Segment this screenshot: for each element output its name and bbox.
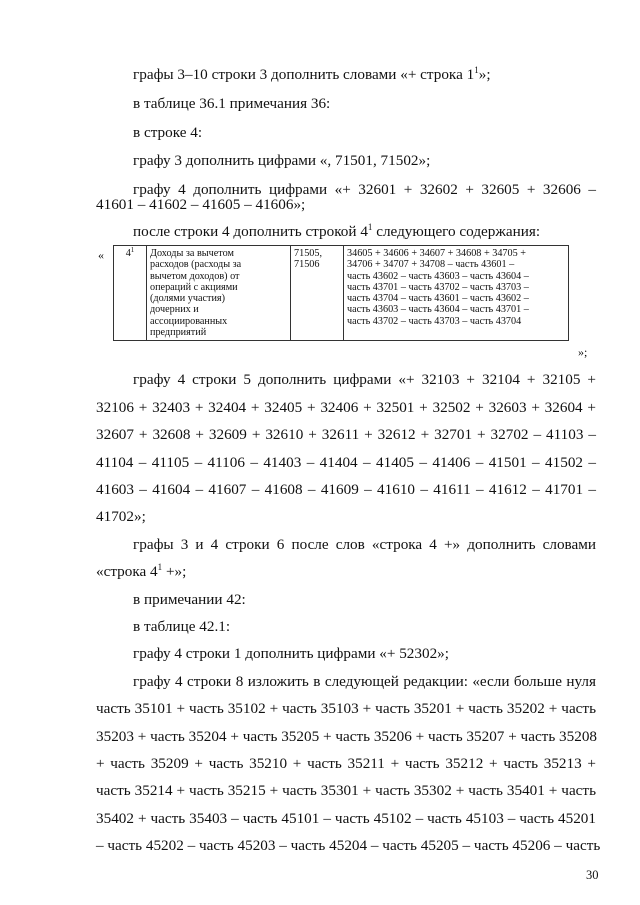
text-line: 32106 + 32403 + 32404 + 32405 + 32406 + 32501 + 32502 + 32603 + 32604 + xyxy=(96,399,596,416)
formula-cell: 34605 + 34606 + 34607 + 34608 + 34705 + 34706 + 34707 + 34708 – часть 43601 – часть 43602 – часть 43603 – часть 43604 – часть 43701 – часть 43702 – часть 43703 – часть 43704 – часть 43601 – часть 43602 – часть 43603 – часть 43604 – часть 43701 – часть 43702 – часть 43703 – часть 43704 xyxy=(344,246,569,341)
text-line: «строка $4^1$ +»; xyxy=(96,562,187,580)
page-number: 30 xyxy=(586,868,599,882)
close-quote: »; xyxy=(578,345,588,359)
text-line: в строке 4: xyxy=(133,124,203,141)
text-line: графы 3 и 4 строки 6 после слов «строка 4 +» дополнить словами xyxy=(133,536,596,553)
text-line: в примечании 42: xyxy=(133,591,246,608)
row-name-cell: Доходы за вычетом расходов (расходы за вычетом доходов) от операций с акциями (долями участия) дочерних и ассоциированных предприятий xyxy=(147,246,291,341)
text-line: графу 4 строки 8 изложить в следующей редакции: «если больше нуля xyxy=(133,673,596,690)
text-line: 41702»; xyxy=(96,508,146,525)
text-line: 41601 – 41602 – 41605 – 41606»; xyxy=(96,196,306,213)
text-line: графу 4 дополнить цифрами «+ 32601 + 32602 + 32605 + 32606 – xyxy=(133,181,596,198)
text-line: часть 35101 + часть 35102 + часть 35103 + часть 35201 + часть 35202 + часть xyxy=(96,700,596,717)
text-line: графу 3 дополнить цифрами «, 71501, 71502»; xyxy=(133,152,431,169)
row-number-cell: $4^1$ xyxy=(114,246,147,341)
text-line: 32607 + 32608 + 32609 + 32610 + 32611 + 32612 + 32701 + 32702 – 41103 – xyxy=(96,426,596,443)
codes-cell: 71505, 71506 xyxy=(291,246,344,341)
table-row xyxy=(114,246,569,341)
text-line: часть 35214 + часть 35215 + часть 35301 + часть 35302 + часть 35401 + часть xyxy=(96,782,596,799)
insert-table xyxy=(113,245,569,341)
text-line: в таблице 42.1: xyxy=(133,618,231,635)
text-line: 35203 + часть 35204 + часть 35205 + часть 35206 + часть 35207 + часть 35208 xyxy=(96,728,598,745)
text-line: графы 3–10 строки 3 дополнить словами «+ строка $1^1$»; xyxy=(133,65,491,83)
open-quote: « xyxy=(98,248,104,262)
text-line: графу 4 строки 5 дополнить цифрами «+ 32103 + 32104 + 32105 + xyxy=(133,371,596,388)
text-line: в таблице 36.1 примечания 36: xyxy=(133,95,331,112)
text-line: + часть 35209 + часть 35210 + часть 35211 + часть 35212 + часть 35213 + xyxy=(96,755,596,772)
text-line: после строки 4 дополнить строкой $4^1$ следующего содержания: xyxy=(133,222,541,240)
text-line: графу 4 строки 1 дополнить цифрами «+ 52302»; xyxy=(133,645,449,662)
text-line: 41603 – 41604 – 41607 – 41608 – 41609 – 41610 – 41611 – 41612 – 41701 – xyxy=(96,481,596,498)
text-line: 41104 – 41105 – 41106 – 41403 – 41404 – 41405 – 41406 – 41501 – 41502 – xyxy=(96,454,596,471)
text-line: – часть 45202 – часть 45203 – часть 45204 – часть 45205 – часть 45206 – часть xyxy=(96,837,601,854)
text-line: 35402 + часть 35403 – часть 45101 – часть 45102 – часть 45103 – часть 45201 xyxy=(96,810,596,827)
